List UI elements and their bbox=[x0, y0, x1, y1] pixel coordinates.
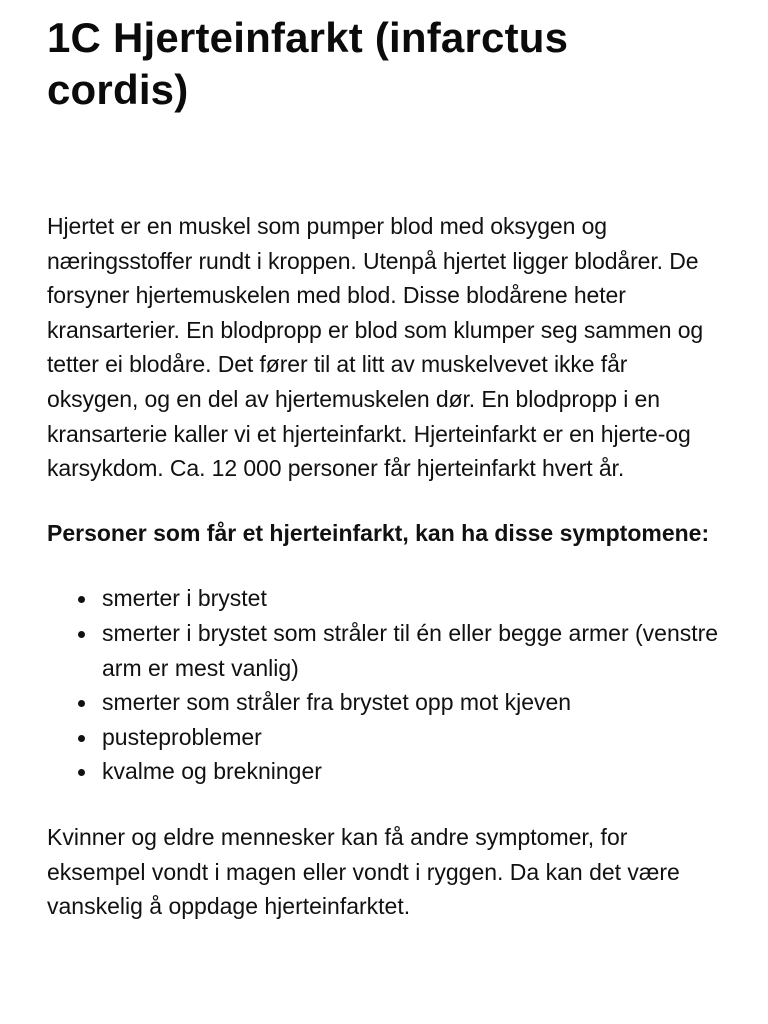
symptoms-list bbox=[47, 581, 721, 789]
symptom-item: smerter i brystet som stråler til én eller begge armer (venstre arm er mest vanlig) bbox=[102, 616, 721, 685]
symptom-item: smerter i brystet bbox=[102, 581, 721, 616]
intro-paragraph: Hjertet er en muskel som pumper blod med oksygen og næringsstoffer rundt i kroppen. Utenpå hjertet ligger blodårer. De forsyner hjertemuskelen med blod. Disse blodårene heter kransarterier. En blodpropp er blod som klumper seg sammen og tetter ei blodåre. Det fører til at litt av muskelvevet ikke får oksygen, og en del av hjertemuskelen dør. En blodpropp i en kransarterie kaller vi et hjerteinfarkt. Hjerteinfarkt er en hjerte-og karsykdom. Ca. 12 000 personer får hjerteinfarkt hvert år. bbox=[47, 213, 704, 482]
outro-paragraph: Kvinner og eldre mennesker kan få andre symptomer, for eksempel vondt i magen eller vondt i ryggen. Da kan det være vanskelig å oppdage hjerteinfarktet. bbox=[47, 823, 680, 920]
page-title: 1C Hjerteinfarkt (infarctus cordis) bbox=[47, 14, 569, 113]
symptom-item: smerter som stråler fra brystet opp mot kjeven bbox=[102, 685, 721, 720]
symptoms-heading: Personer som får et hjerteinfarkt, kan ha disse symptomene: bbox=[47, 519, 710, 546]
symptom-item: pusteproblemer bbox=[102, 720, 721, 755]
symptom-item: kvalme og brekninger bbox=[102, 754, 721, 789]
